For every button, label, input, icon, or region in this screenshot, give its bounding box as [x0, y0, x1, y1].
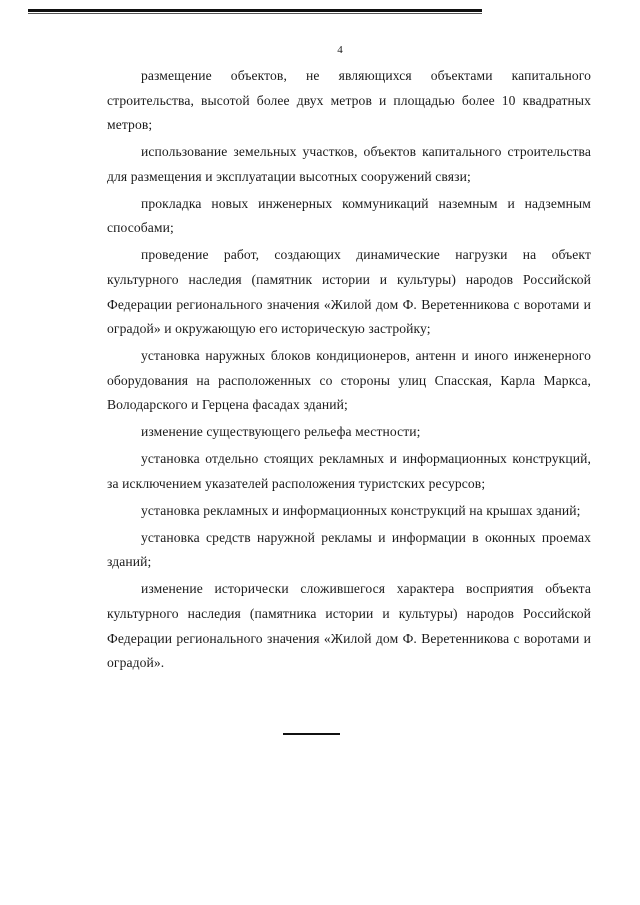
paragraph-2: использование земельных участков, объектов капитального строительства для размещения и эксплуатации высотных сооружений связи;	[107, 144, 591, 184]
paragraph-5: установка наружных блоков кондиционеров, антенн и иного инженерного оборудования на расположенных со стороны улиц Спасская, Карла Маркса, Володарского и Герцена фасадах зданий;	[107, 348, 591, 413]
end-separator-line	[283, 733, 340, 735]
paragraph-9: установка средств наружной рекламы и информации в оконных проемах зданий;	[107, 529, 591, 570]
paragraph-3: прокладка новых инженерных коммуникаций наземным и надземным способами;	[107, 195, 591, 236]
paragraph-10: изменение исторически сложившегося характера восприятия объекта культурного наследия (памятника истории и культуры) народов Российской Федерации регионального значения «Жилой дом Ф. Веретенникова с воротами и оградой».	[107, 581, 591, 671]
paragraph-4: проведение работ, создающих динамические нагрузки на объект культурного наследия (памятник истории и культуры) народов Российской Федерации регионального значения «Жилой дом Ф. Веретенникова с воротами и оградой» и окружающую его историческую застройку;	[107, 247, 591, 337]
document-body	[107, 64, 591, 678]
paragraph-8: установка рекламных и информационных конструкций на крышах зданий;	[141, 502, 581, 518]
paragraph-6: изменение существующего рельефа местности;	[141, 424, 421, 440]
top-border-line	[28, 9, 482, 12]
paragraph-1: размещение объектов, не являющихся объектами капитального строительства, высотой более двух метров и площадью более 10 квадратных метров;	[107, 68, 591, 133]
page-number: 4	[337, 44, 343, 56]
top-border-line-thin	[28, 13, 482, 14]
paragraph-7: установка отдельно стоящих рекламных и информационных конструкций, за исключением указателей расположения туристских ресурсов;	[107, 451, 591, 491]
